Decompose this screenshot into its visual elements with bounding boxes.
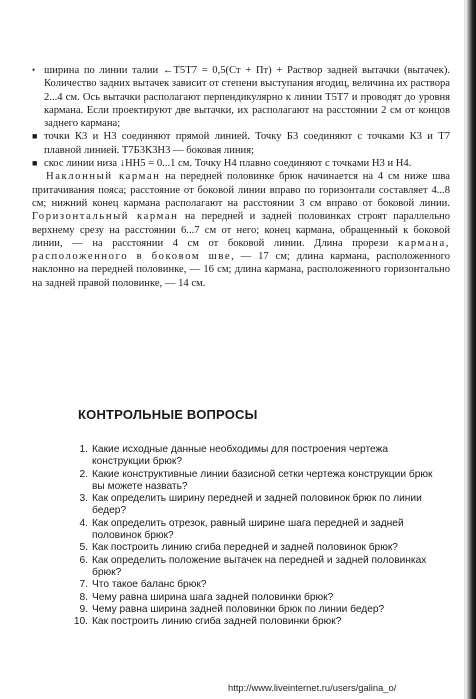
list-item [32,157,450,170]
section-title: КОНТРОЛЬНЫЕ ВОПРОСЫ [78,407,258,422]
list-item-text: скос линии низа ↓НН5 = 0...1 см. Точку Н4 плавно соединяют с точками Н3 и Н4. [44,158,412,170]
question-text: Как построить линию сгиба передней и задней половинок брюк? [92,542,398,554]
bullet-dot-icon: • [32,65,36,75]
question-item [70,555,442,580]
question-item [70,493,442,518]
question-number: 1. [79,444,88,455]
pocket-paragraph [32,170,450,290]
question-item [70,604,442,616]
review-questions-list [70,444,442,628]
scan-binding-shadow [467,0,476,699]
question-text: Как определить ширину передней и задней половинок брюк по линии бедер? [92,493,422,517]
question-text: Как определить отрезок, равный ширине шага передней и задней половинок брюк? [92,517,404,542]
bullet-square-icon: ■ [32,158,38,169]
question-item [70,444,442,469]
question-item [70,518,442,543]
construction-steps-text [32,64,450,290]
question-text: Чему равна ширина задней половинки брюк по линии бедер? [92,603,385,615]
question-item [70,592,442,604]
question-number: 10. [73,616,88,628]
question-number: 6. [79,554,88,566]
list-item-text: точки К3 и Н3 соединяют прямой линией. Точку Б3 соединяют с точками К3 и Т7 плавной линией. Т7Б3К3Н3 — боковая линия; [44,131,450,156]
question-number: 4. [79,517,88,529]
source-url-watermark[interactable]: http://www.liveinternet.ru/users/galina_o/ [228,682,397,693]
question-text: Как построить линию сгиба задней половинки брюк? [92,616,342,628]
question-text: Что такое баланс брюк? [92,579,207,591]
question-number: 3. [79,493,88,505]
question-item [70,542,442,554]
list-item [32,64,450,130]
question-number: 8. [79,591,88,603]
question-item [70,579,442,591]
question-text: Какие исходные данные необходимы для построения чертежа конструкции брюк? [92,444,389,468]
question-number: 2. [79,468,88,480]
question-number: 5. [79,542,88,554]
bullet-square-icon: ■ [32,131,38,142]
question-item [70,469,442,494]
question-text: Как определить положение вытачек на передней и задней половинках брюк? [92,554,427,578]
term-side-seam-pocket: кармана, расположенного в боковом шве [32,237,450,263]
list-item-text: ширина по линии талии ←Т5Т7 = 0,5(Ст + Пт) + Раствор задней вытачки (вытачек). Количество задних вытачек зависит от степени выступания ягодиц, величина их раствора 2...4 см. Ось вытачки располагают перпендикулярно к линии Т5Т7 и проводят до уровня кармана. Если проектируют две вытачки, их располагают на расстоянии 2 см от концов заднего кармана; [44,65,450,130]
question-item [70,616,442,628]
question-number: 7. [79,579,88,591]
paragraph-part: на передней и задней половинках строят параллельно верхнему срезу на расстоянии 6...7 см от него; конец кармана, обращенный к боковой линии, — на расстоянии 4 см от боковой линии. Длина прорези [32,211,451,249]
term-horizontal-pocket: Горизонтальный карман [32,211,179,223]
paragraph-part: , — 17 см; длина кармана, расположенного наклонно на передней половинке, — 16 см; длина кармана, расположенного горизонтально на задней правой половинке, — 14 см. [32,251,450,289]
question-text: Чему равна ширина шага задней половинки брюк? [92,591,334,603]
question-number: 9. [79,603,88,615]
question-text: Какие конструктивные линии базисной сетки чертежа конструкции брюк вы можете назвать? [92,468,433,492]
term-slanted-pocket: Наклонный карман [46,171,161,183]
list-item [32,130,450,157]
paragraph-part: на передней половинке брюк начинается на 4 см ниже шва притачивания пояса; расстояние от боковой линии вправо по горизонтали составляет 4...8 см; нижний конец кармана располагают на расстоянии 3 см вправо от боковой линии. [32,171,450,209]
